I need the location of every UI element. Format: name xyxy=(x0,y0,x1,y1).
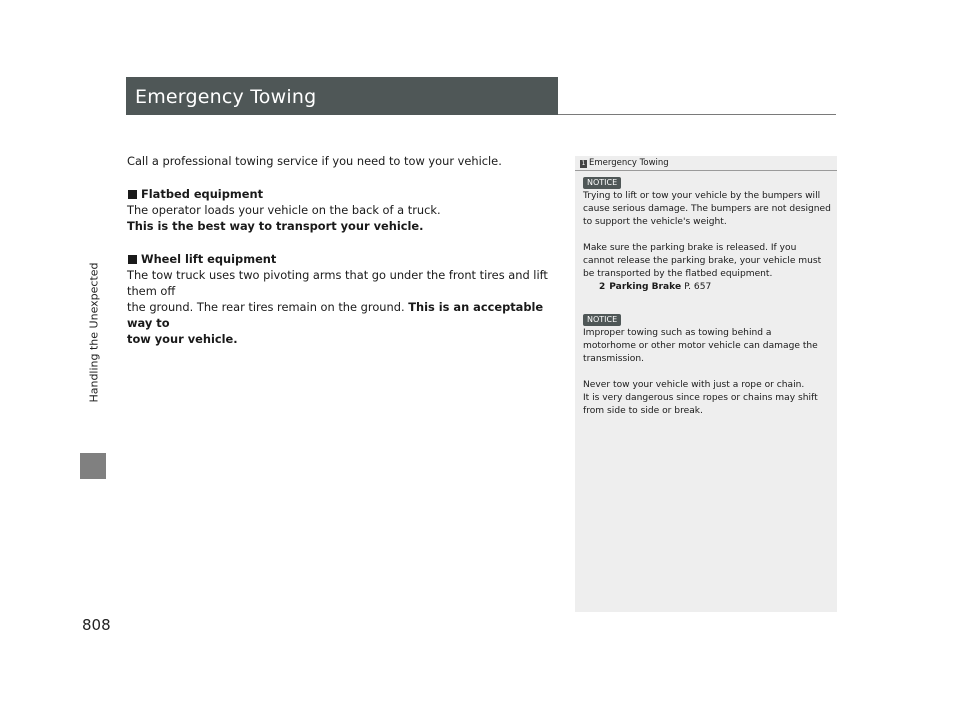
rope-line: It is very dangerous since ropes or chains may shift xyxy=(583,393,818,403)
note-header-title: Emergency Towing xyxy=(589,158,669,168)
page-number: 808 xyxy=(82,616,111,634)
intro-text: Call a professional towing service if you need to tow your vehicle. xyxy=(127,154,502,168)
section-tab-marker xyxy=(80,453,106,479)
notice1-line: to support the vehicle's weight. xyxy=(583,217,727,227)
flatbed-bold-text: This is the best way to transport your vehicle. xyxy=(127,219,424,233)
rope-line: Never tow your vehicle with just a rope or chain. xyxy=(583,380,805,390)
wheel-lift-heading xyxy=(127,251,557,267)
wheel-lift-text-line2 xyxy=(127,299,557,331)
note-header xyxy=(575,156,837,171)
notice-badge: NOTICE xyxy=(583,177,621,189)
wheel-lift-text-line1: The tow truck uses two pivoting arms that go under the front tires and lift them off xyxy=(127,268,548,298)
square-bullet-icon xyxy=(128,255,137,264)
section-tab-label: Handling the Unexpected xyxy=(87,262,101,403)
notice2-line: Improper towing such as towing behind a xyxy=(583,328,772,338)
parking-line: Make sure the parking brake is released. If you xyxy=(583,243,797,253)
xref-page: P. 657 xyxy=(684,282,712,292)
notice2-line: motorhome or other motor vehicle can damage the xyxy=(583,341,818,351)
parking-brake-xref[interactable] xyxy=(583,281,831,294)
xref-title: Parking Brake xyxy=(609,282,682,292)
cross-reference-icon: 2 xyxy=(599,282,606,292)
flatbed-text: The operator loads your vehicle on the back of a truck. xyxy=(127,203,441,217)
wheel-lift-bold-line3: tow your vehicle. xyxy=(127,332,238,346)
wheel-lift-text-line2-plain: the ground. The rear tires remain on the ground. xyxy=(127,300,405,314)
notice1-line: Trying to lift or tow your vehicle by the bumpers will xyxy=(583,191,821,201)
rope-line: from side to side or break. xyxy=(583,406,703,416)
notice1-line: cause serious damage. The bumpers are not designed xyxy=(583,204,831,214)
page-title: Emergency Towing xyxy=(135,86,317,108)
main-content xyxy=(127,153,557,347)
flatbed-heading xyxy=(127,186,557,202)
square-bullet-icon xyxy=(128,190,137,199)
flatbed-heading-label: Flatbed equipment xyxy=(141,187,264,201)
notice-badge: NOTICE xyxy=(583,314,621,326)
wheel-lift-heading-label: Wheel lift equipment xyxy=(141,252,277,266)
note-marker-icon: 1 xyxy=(581,160,586,167)
parking-line: be transported by the flatbed equipment. xyxy=(583,269,773,279)
parking-line: cannot release the parking brake, your vehicle must xyxy=(583,256,822,266)
wheel-lift-bold-line2: This is an acceptable way to xyxy=(127,300,544,330)
notice2-line: transmission. xyxy=(583,354,644,364)
title-rule xyxy=(558,114,836,115)
note-body xyxy=(583,177,831,418)
